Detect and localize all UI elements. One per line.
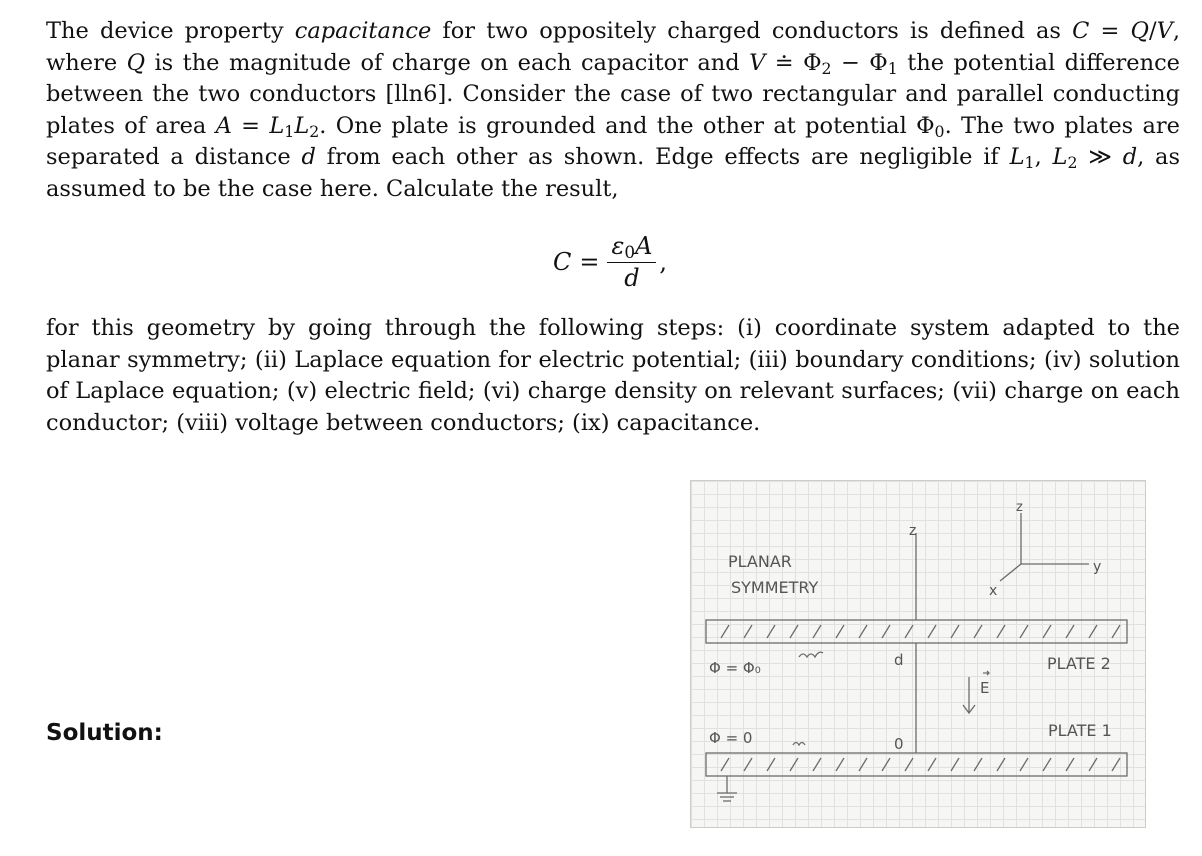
solution-label: Solution: bbox=[46, 720, 163, 746]
symmetry-label: SYMMETRY bbox=[731, 578, 819, 597]
capacitance-term: capacitance bbox=[294, 18, 432, 44]
math-op: , bbox=[1034, 144, 1053, 170]
capacitance-equation bbox=[553, 232, 667, 292]
distance-label: d bbox=[894, 651, 904, 669]
plate-2-label: PLATE 2 bbox=[1047, 654, 1111, 673]
math-sub: 0 bbox=[934, 121, 945, 141]
equation-lhs: C bbox=[553, 248, 572, 276]
math-op: = bbox=[231, 112, 270, 139]
plate-1-rect bbox=[706, 753, 1127, 776]
math-var: L bbox=[1009, 144, 1025, 170]
math-var: V bbox=[749, 49, 766, 76]
text-run: . One plate is grounded and the other at potential Φ bbox=[319, 112, 935, 139]
math-op: / bbox=[1148, 18, 1157, 44]
math-sub: 1 bbox=[284, 121, 295, 141]
math-var: V bbox=[1156, 18, 1173, 44]
math-op: ≫ bbox=[1077, 144, 1123, 170]
equation-fraction bbox=[607, 232, 656, 292]
triad-x-line bbox=[1000, 564, 1021, 581]
math-var: A bbox=[215, 112, 232, 139]
triad-z-label: z bbox=[1016, 500, 1023, 515]
math-op: = bbox=[1089, 18, 1131, 44]
math-var: L bbox=[294, 112, 310, 139]
plate-1-hatching bbox=[721, 758, 1120, 771]
math-sub: 2 bbox=[821, 58, 832, 78]
math-var: Q bbox=[126, 49, 146, 76]
equation-comma: , bbox=[659, 248, 668, 276]
area-symbol: A bbox=[635, 232, 653, 260]
e-field-label: E bbox=[980, 679, 990, 697]
text-run: The device property bbox=[46, 18, 295, 44]
e-vector-arrow-icon bbox=[983, 671, 989, 675]
math-op: − Φ bbox=[831, 49, 888, 76]
problem-paragraph bbox=[46, 16, 1180, 205]
plate-1-label: PLATE 1 bbox=[1048, 721, 1112, 740]
steps-paragraph: for this geometry by going through the following steps: (i) coordinate system adapted to the planar symmetry; (ii) Laplace equation for electric potential; (iii) boundary conditions; (iv) solution of Laplace equation; (v) electric field; (vi) charge density on relevant surfaces; (vii) charge on each conductor; (viii) voltage between conductors; (ix) capacitance. bbox=[46, 315, 1180, 436]
phi0-label: Φ = Φ₀ bbox=[709, 659, 761, 677]
triad-y-label: y bbox=[1093, 559, 1102, 575]
math-var: L bbox=[269, 112, 285, 139]
math-sub: 2 bbox=[1067, 153, 1078, 172]
math-var: C bbox=[1072, 18, 1090, 44]
epsilon-subscript: 0 bbox=[624, 242, 636, 262]
text-run: , where bbox=[46, 18, 1180, 76]
epsilon-symbol: ε bbox=[611, 232, 625, 260]
plate-2-rect bbox=[706, 620, 1127, 643]
math-sub: 1 bbox=[887, 58, 898, 78]
phi-zero-label: Φ = 0 bbox=[709, 729, 753, 747]
equation-numerator bbox=[607, 232, 656, 263]
math-sub: 2 bbox=[309, 121, 320, 141]
math-op: ≐ Φ bbox=[765, 49, 822, 76]
math-var: Q bbox=[1130, 18, 1149, 44]
origin-label: 0 bbox=[894, 735, 904, 753]
equation-equals: = bbox=[579, 248, 600, 276]
text-run: from each other as shown. Edge effects are negligible if bbox=[315, 144, 1010, 170]
math-var: d bbox=[301, 144, 316, 170]
triad-x-label: x bbox=[989, 583, 998, 599]
plate-2-hatching bbox=[721, 625, 1120, 638]
text-run: the potential difference between the two conductors [lln6]. Consider the case of two rectangular and parallel conducting plates of area bbox=[46, 49, 1180, 139]
math-var: d bbox=[1122, 144, 1138, 170]
z-axis-label: z bbox=[909, 523, 917, 539]
planar-label: PLANAR bbox=[728, 552, 792, 571]
figure-drawing bbox=[691, 481, 1145, 827]
equation-denominator: d bbox=[624, 264, 640, 292]
squiggle-bottom bbox=[793, 743, 805, 746]
math-var: L bbox=[1052, 144, 1068, 170]
parallel-plate-figure bbox=[690, 480, 1146, 828]
text-run: is the magnitude of charge on each capacitor and bbox=[145, 49, 750, 76]
text-run: . The two plates are separated a distance bbox=[46, 112, 1180, 170]
squiggle-top bbox=[799, 652, 823, 657]
text-run: for two oppositely charged conductors is defined as bbox=[431, 18, 1073, 44]
text-run: , as assumed to be the case here. Calculate the result, bbox=[46, 144, 1181, 202]
math-sub: 1 bbox=[1024, 153, 1035, 172]
